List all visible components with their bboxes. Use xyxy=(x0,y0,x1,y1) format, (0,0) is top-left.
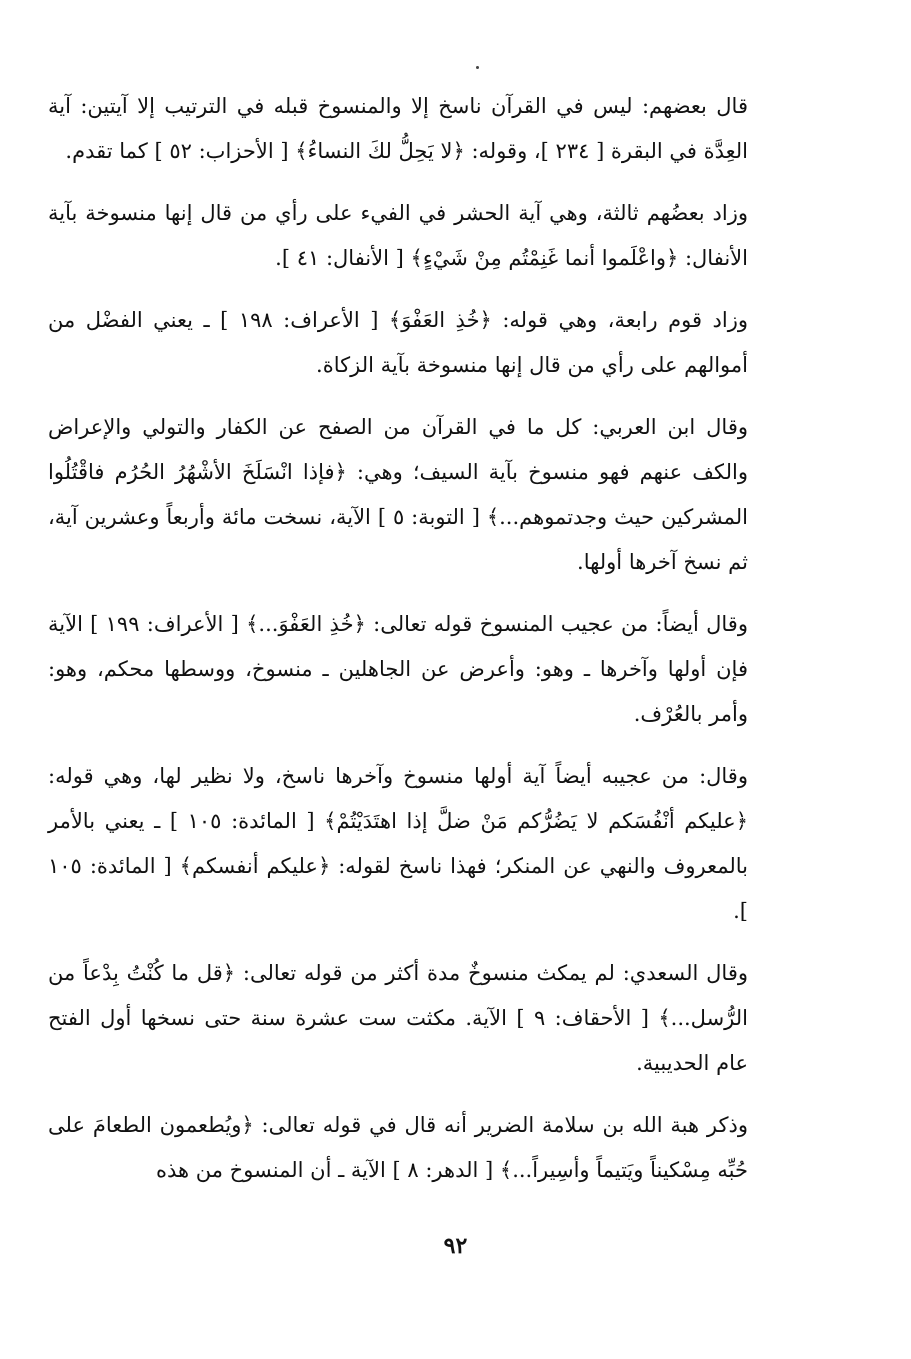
paragraph-3: وزاد قوم رابعة، وهي قوله: ﴿خُذِ العَفْوَ﴾ [ الأعراف: ١٩٨ ] ـ يعني الفضْل من أموالهم على رأي من قال إنها منسوخة بآية الزكاة. xyxy=(48,308,748,377)
paragraph-5: وقال أيضاً: من عجيب المنسوخ قوله تعالى: ﴿خُذِ العَفْوَ...﴾ [ الأعراف: ١٩٩ ] الآية فإن أولها وآخرها ـ وهو: وأعرض عن الجاهلين ـ منسوخ، ووسطها محكم، وهو: وأمر بالعُرْف. xyxy=(48,612,748,726)
paragraph-2: وزاد بعضُهم ثالثة، وهي آية الحشر في الفيء على رأي من قال إنها منسوخة بآية الأنفال: ﴿واعْلَموا أنما غَنِمْتُم مِنْ شَيْءٍ﴾ [ الأنفال: ٤١ ]. xyxy=(48,201,748,270)
paragraph-7: وقال السعدي: لم يمكث منسوخٌ مدة أكثر من قوله تعالى: ﴿قل ما كُنْتُ بِدْعاً من الرُّسل...﴾ [ الأحقاف: ٩ ] الآية. مكثت ست عشرة سنة حتى نسخها أول الفتح عام الحديبية. xyxy=(48,961,748,1075)
page-body xyxy=(48,84,748,1210)
printing-mark xyxy=(476,66,479,69)
paragraph-1: قال بعضهم: ليس في القرآن ناسخ إلا والمنسوخ قبله في الترتيب إلا آيتين: آية العِدَّة في البقرة [ ٢٣٤ ]، وقوله: ﴿لا يَحِلُّ لكَ النساءُ﴾ [ الأحزاب: ٥٢ ] كما تقدم. xyxy=(48,94,748,163)
paragraph-4: وقال ابن العربي: كل ما في القرآن من الصفح عن الكفار والتولي والإعراض والكف عنهم فهو منسوخ بآية السيف؛ وهي: ﴿فإذا انْسَلَخَ الأشْهُرُ الحُرُم فاقْتُلُوا المشركين حيث وجدتموهم...﴾ [ التوبة: ٥ ] الآية، نسخت مائة وأربعاً وعشرين آية، ثم نسخ آخرها أولها. xyxy=(48,415,748,574)
page-number: ٩٢ xyxy=(443,1233,468,1259)
paragraph-6: وقال: من عجيبه أيضاً آية أولها منسوخ وآخرها ناسخ، ولا نظير لها، وهي قوله: ﴿عليكم أنْفُسَكم لا يَضُرُّكم مَنْ ضلَّ إذا اهتَدَيْتُمْ﴾ [ المائدة: ١٠٥ ] ـ يعني بالأمر بالمعروف والنهي عن المنكر؛ فهذا ناسخ لقوله: ﴿عليكم أنفسكم﴾ [ المائدة: ١٠٥ ]. xyxy=(48,764,748,923)
paragraph-8: وذكر هبة الله بن سلامة الضرير أنه قال في قوله تعالى: ﴿ويُطعمون الطعامَ على حُبِّه مِسْكيناً ويَتيماً وأسِيراً...﴾ [ الدهر: ٨ ] الآية ـ أن المنسوخ من هذه xyxy=(48,1113,748,1182)
